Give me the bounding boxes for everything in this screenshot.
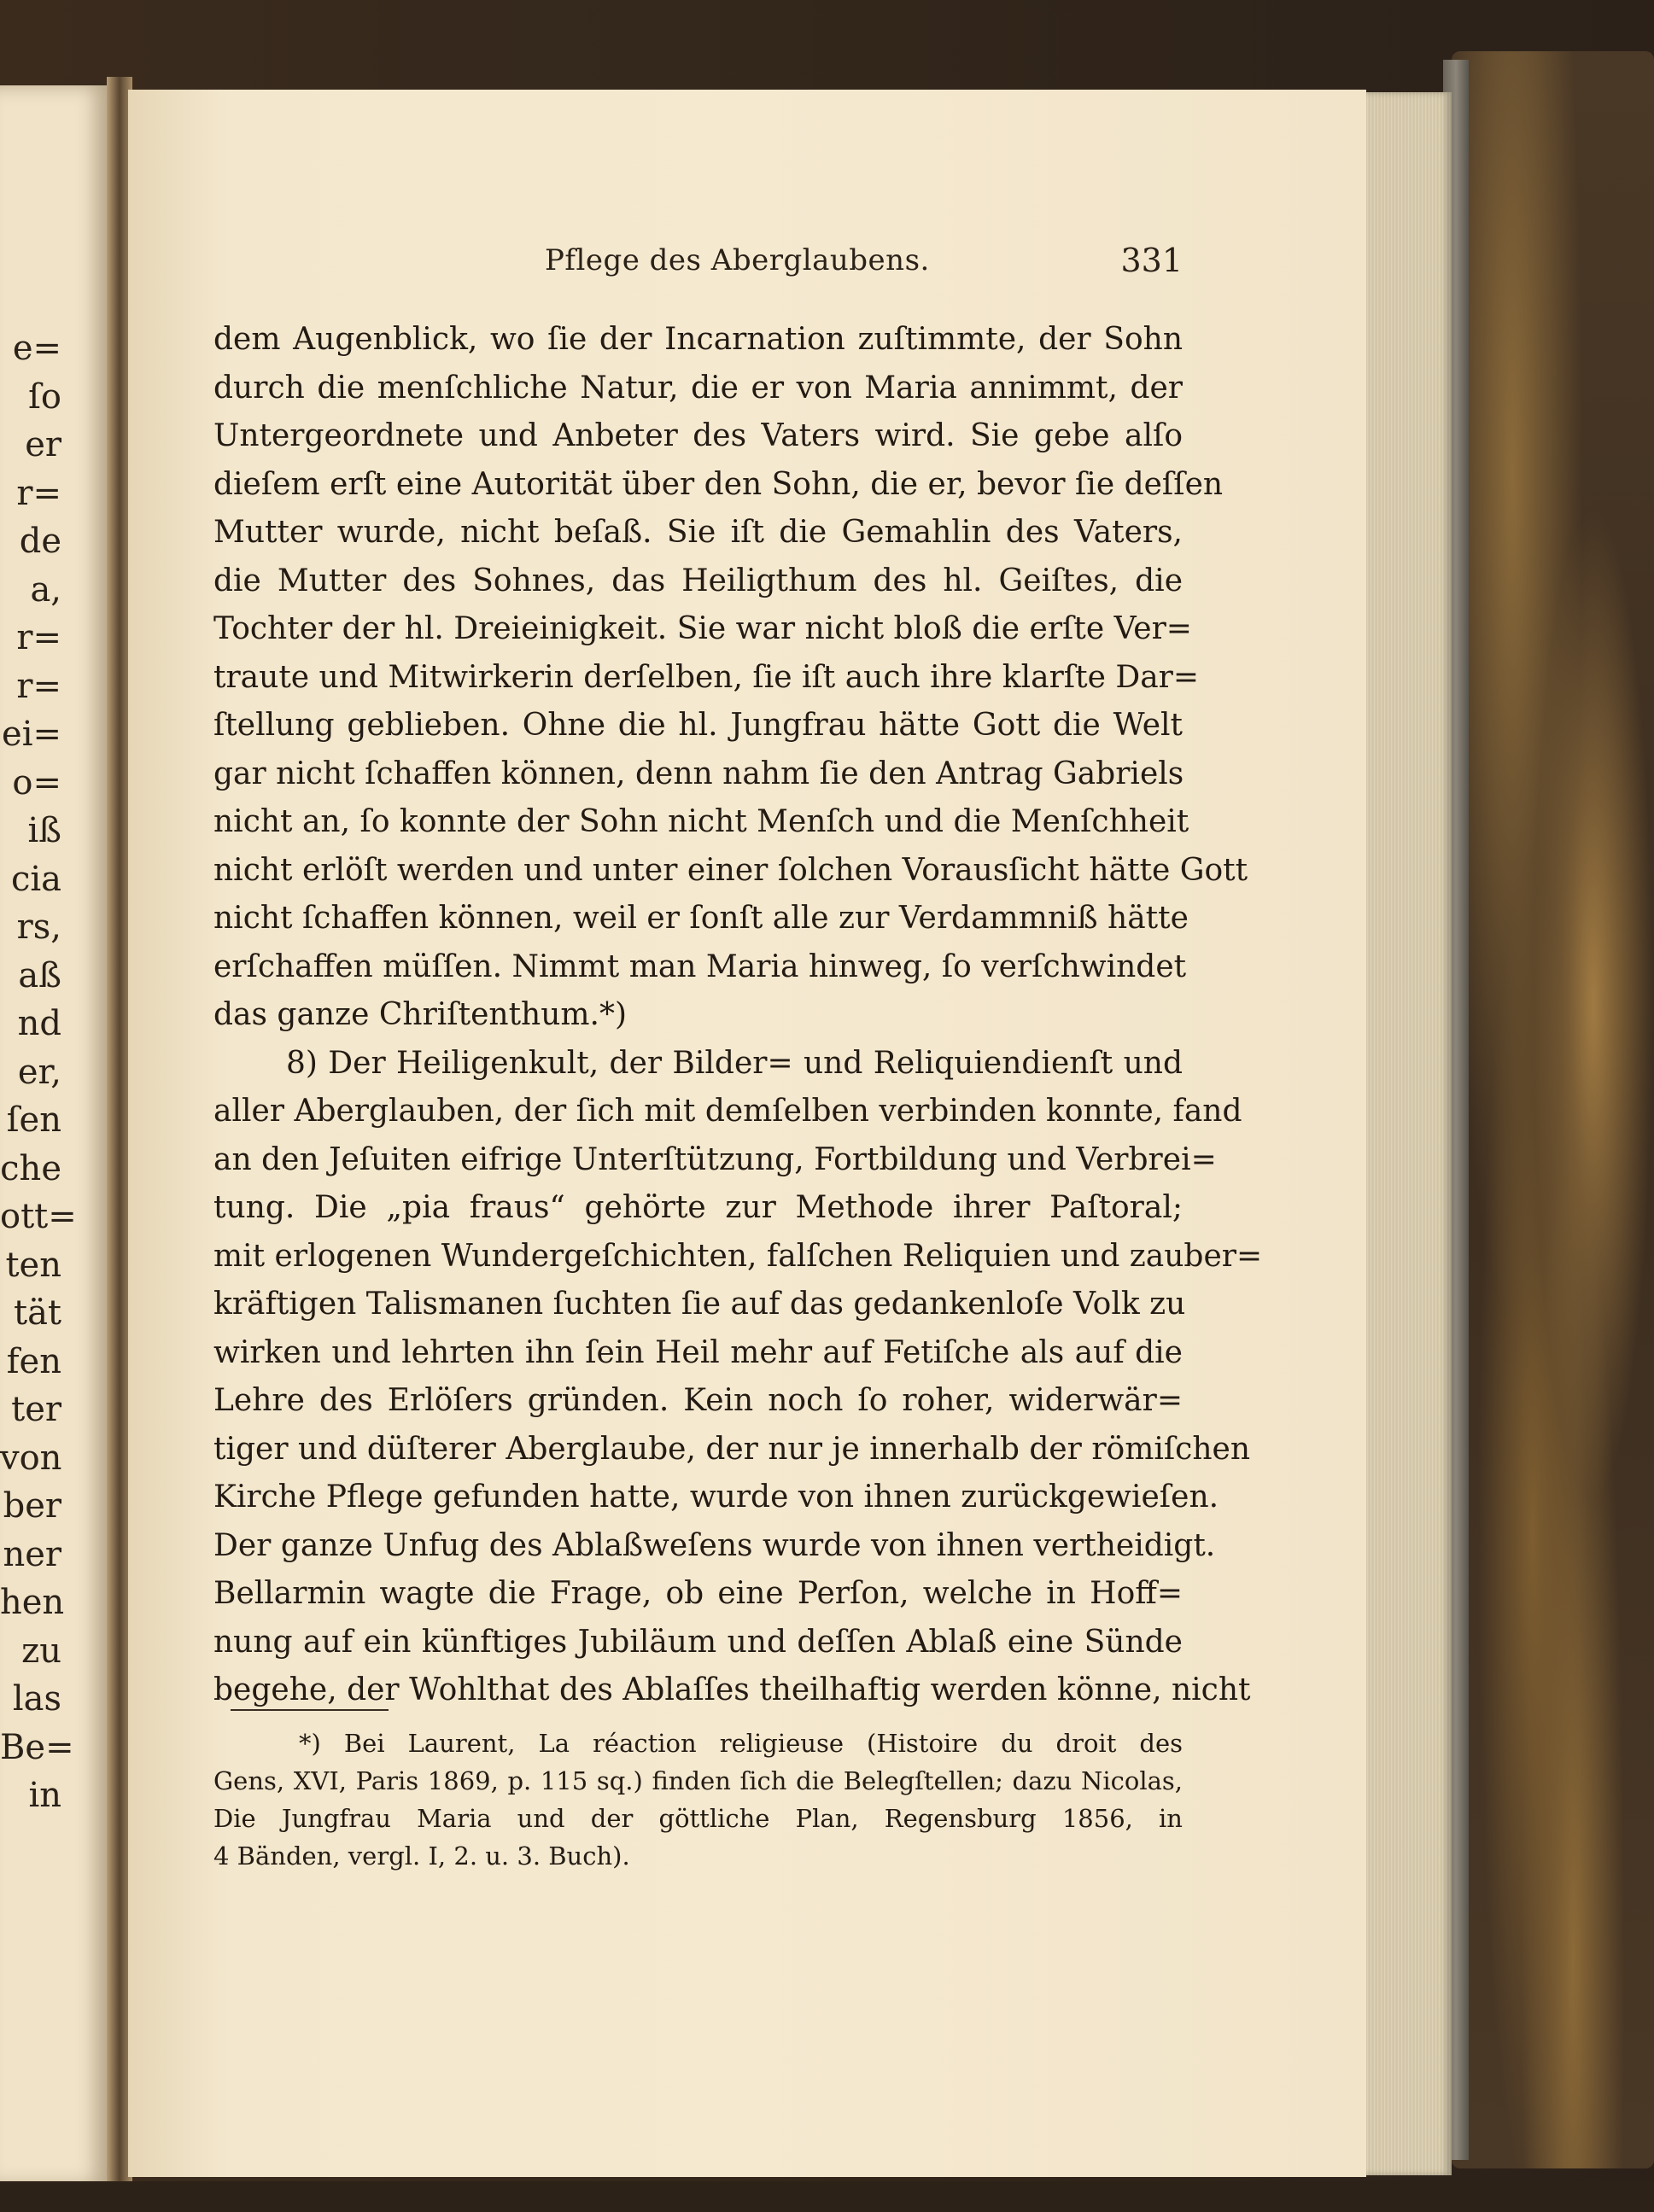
footnote-line: 4 Bänden, vergl. I, 2. u. 3. Buch).: [213, 1841, 630, 1871]
left-page-fragment: a,: [30, 569, 61, 610]
page-number: 331: [1120, 242, 1183, 279]
left-page-fragment: er: [25, 425, 61, 464]
left-page-fragment: iß: [27, 811, 61, 850]
text-line: nicht ſchaffen können, weil er ſonſt alle zur Verdammniß hätte: [213, 901, 1189, 936]
text-line: durch die menſchliche Natur, die er von Maria annimmt, der: [213, 370, 1183, 406]
left-page-fragment: r=: [16, 666, 61, 706]
text-line: das ganze Chriſtenthum.*): [213, 997, 628, 1032]
left-page-fragment: ner: [3, 1534, 61, 1574]
footnote-line: Die Jungfrau Maria und der göttliche Plan, Regensburg 1856, in: [213, 1804, 1183, 1833]
footnote-line: *) Bei Laurent, La réaction religieuse (Histoire du droit des: [299, 1729, 1183, 1758]
left-page-fragment: von: [0, 1438, 62, 1478]
left-page-fragment: e=: [12, 329, 61, 368]
left-page-fragment: ber: [3, 1486, 61, 1526]
text-line: tiger und düſterer Aberglaube, der nur je innerhalb der römiſchen: [213, 1431, 1251, 1467]
text-line: an den Jeſuiten eifrige Unterſtützung, Fortbildung und Verbrei=: [213, 1141, 1217, 1177]
footnote: [213, 1725, 1183, 1875]
text-line: mit erlogenen Wundergeſchichten, falſchen Reliquien und zauber=: [213, 1238, 1263, 1274]
left-page-fragment: hen: [0, 1583, 65, 1622]
left-page-fragment: ei=: [2, 715, 61, 754]
left-page-fragment: rs,: [16, 908, 61, 947]
footnote-rule: [231, 1709, 389, 1711]
left-page-fragment: r=: [16, 618, 61, 657]
text-line: die Mutter des Sohnes, das Heiligthum des hl. Geiſtes, die: [213, 563, 1183, 598]
left-page-fragment: r=: [16, 473, 61, 513]
text-line: tung. Die „pia fraus“ gehörte zur Methode ihrer Paſtoral;: [213, 1190, 1183, 1225]
left-page-fragment: in: [28, 1776, 61, 1815]
left-page-fragment: ott=: [0, 1197, 77, 1236]
text-line: 8) Der Heiligenkult, der Bilder= und Reliquiendienſt und: [286, 1045, 1183, 1081]
running-title: Pflege des Aberglaubens.: [545, 243, 930, 277]
text-line: Kirche Pflege gefunden hatte, wurde von ihnen zurückgewieſen.: [213, 1480, 1219, 1515]
left-page-text-fragments: [0, 324, 77, 1820]
text-line: ſtellung geblieben. Ohne die hl. Jungfrau hätte Gott die Welt: [213, 708, 1183, 743]
footnote-line: Gens, XVI, Paris 1869, p. 115 sq.) finden ſich die Belegſtellen; dazu Nicolas,: [213, 1766, 1183, 1795]
left-page-fragment: fen: [6, 1341, 61, 1381]
text-line: erſchaffen müſſen. Nimmt man Maria hinweg, ſo verſchwindet: [213, 948, 1187, 984]
text-line: Tochter der hl. Dreieinigkeit. Sie war nicht bloß die erſte Ver=: [213, 611, 1192, 646]
left-page-fragment: de: [19, 522, 61, 561]
text-line: Lehre des Erlöſers gründen. Kein noch ſo roher, widerwär=: [213, 1383, 1183, 1418]
text-line: Der ganze Unfug des Ablaßweſens wurde von ihnen vertheidigt.: [213, 1527, 1216, 1563]
left-page-fragment: tät: [14, 1293, 61, 1333]
text-line: aller Aberglauben, der ſich mit demſelben verbinden konnte, fand: [213, 1094, 1242, 1129]
left-page-fragment: aß: [18, 955, 61, 995]
left-page-fragment: er,: [17, 1052, 61, 1092]
text-line: dieſem erſt eine Autorität über den Sohn, die er, bevor ſie deſſen: [213, 466, 1224, 502]
left-page-fragment: zu: [21, 1631, 61, 1671]
text-line: Untergeordnete und Anbeter des Vaters wird. Sie gebe alſo: [213, 418, 1183, 453]
left-page-fragment: o=: [12, 762, 61, 803]
left-page-fragment: Be=: [0, 1727, 74, 1767]
body-text: [213, 316, 1263, 1715]
left-page-fragment: nd: [17, 1004, 61, 1043]
running-header: [213, 242, 1183, 284]
text-line: gar nicht ſchaffen können, denn nahm ſie den Antrag Gabriels: [213, 756, 1184, 791]
left-page-fragment: ſen: [6, 1100, 61, 1140]
marbled-book-cover: [1452, 51, 1654, 2168]
left-page-fragment: ten: [5, 1245, 61, 1285]
text-line: begehe, der Wohlthat des Ablaſſes theilhaftig werden könne, nicht: [213, 1672, 1251, 1707]
page-edges: [1358, 92, 1452, 2175]
left-page-fragment: che: [0, 1148, 61, 1188]
left-page-fragment: cia: [10, 859, 61, 899]
text-line: nicht erlöſt werden und unter einer ſolchen Vorausſicht hätte Gott: [213, 852, 1248, 888]
left-page-fragment: ter: [11, 1390, 61, 1429]
left-page-fragment: ſo: [28, 376, 61, 417]
left-page-fragment: las: [12, 1679, 61, 1719]
text-line: Bellarmin wagte die Frage, ob eine Perſon, welche in Hoff=: [213, 1576, 1183, 1611]
background-strip: [0, 2181, 1654, 2212]
text-line: Mutter wurde, nicht beſaß. Sie iſt die Gemahlin des Vaters,: [213, 515, 1183, 550]
text-line: kräftigen Talismanen ſuchten ſie auf das gedankenloſe Volk zu: [213, 1287, 1186, 1322]
text-line: dem Augenblick, wo ſie der Incarnation zuſtimmte, der Sohn: [213, 322, 1183, 357]
text-line: traute und Mitwirkerin derſelben, ſie iſt auch ihre klarſte Dar=: [213, 659, 1200, 695]
text-line: nicht an, ſo konnte der Sohn nicht Menſch und die Menſchheit: [213, 804, 1189, 839]
text-line: nung auf ein künftiges Jubiläum und deſſen Ablaß eine Sünde: [213, 1624, 1183, 1660]
text-line: wirken und lehrten ihn ſein Heil mehr auf Fetiſche als auf die: [213, 1334, 1183, 1370]
